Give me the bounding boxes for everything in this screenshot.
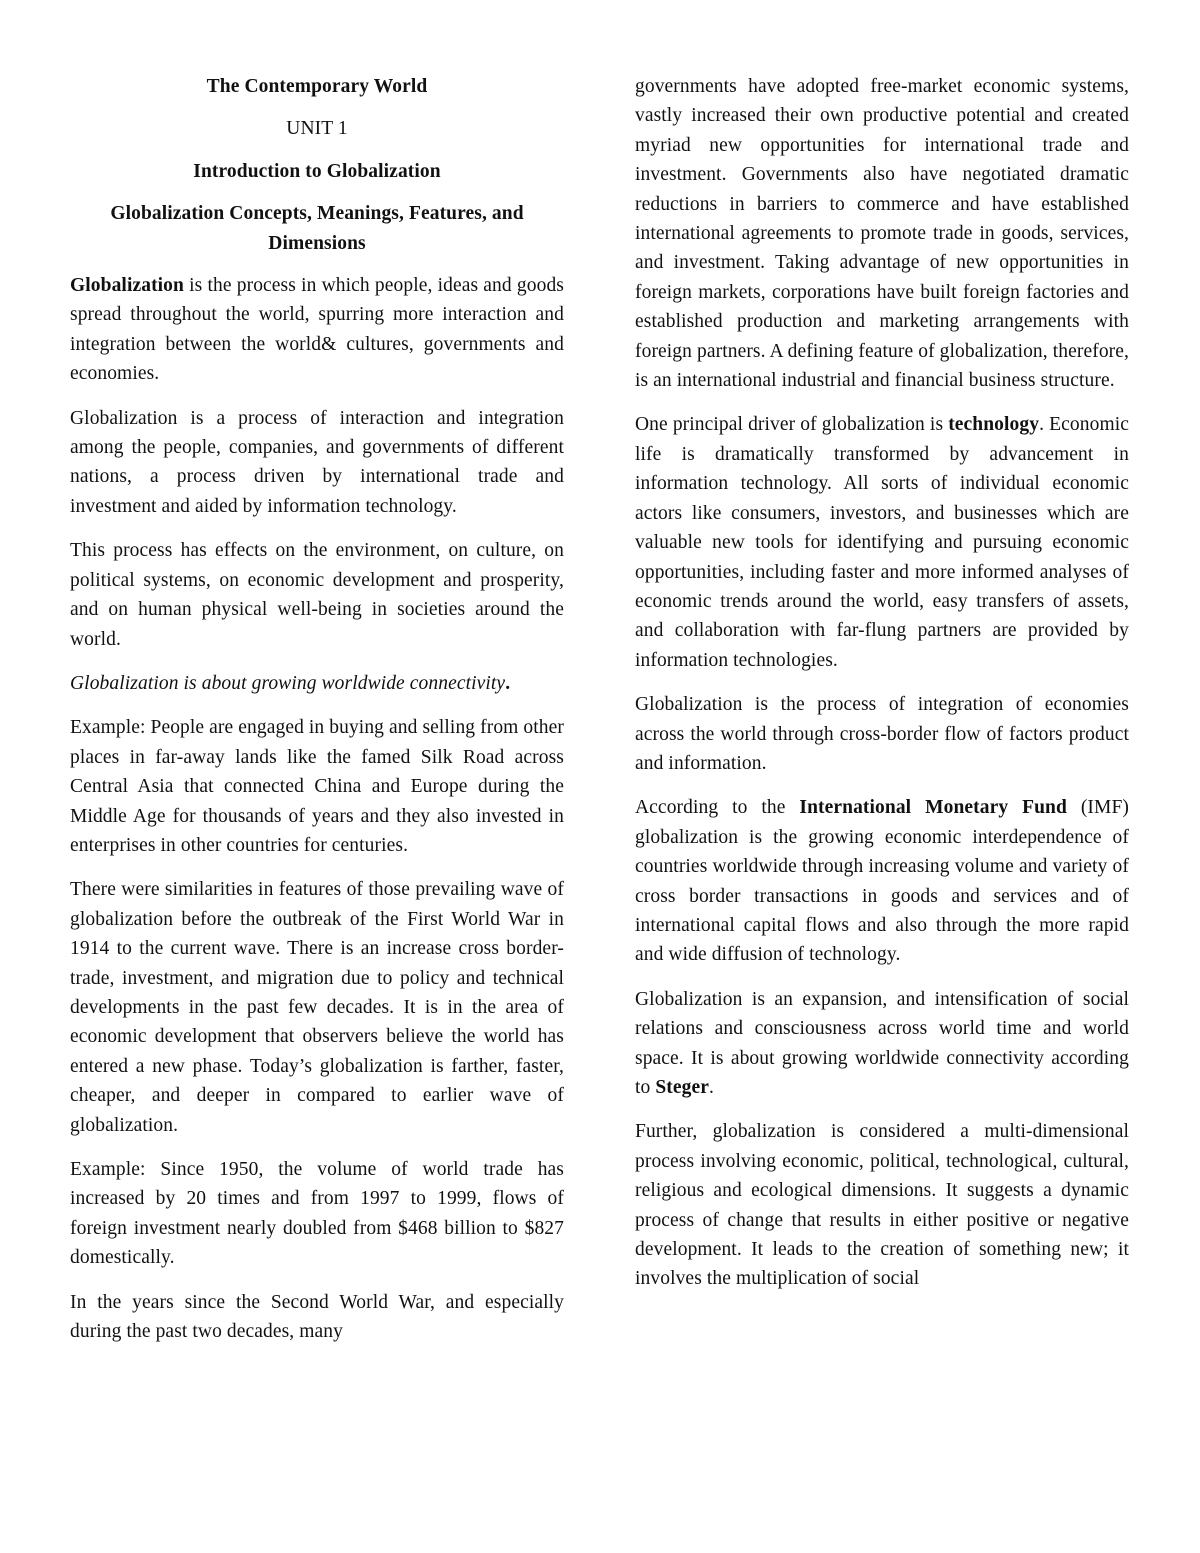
paragraph-interaction: Globalization is a process of interaction and integration among the people, companies, and governments of different nations, a process driven by international trade and investment and aided by information technology. [70,407,564,517]
paragraph-integration: Globalization is the process of integration of economies across the world through cross-border flow of factors product and information. [635,694,1129,774]
paragraph-similarities: There were similarities in features of those prevailing wave of globalization before the outbreak of the First World War in 1914 to the current wave. There is an increase cross border- trade, investment, and migration due to policy and technical developments in the past few decades. It is in the area of economic development that observers believe the world has entered a new phase. Today’s globalization is farther, faster, cheaper, and deeper in compared to earlier wave of globalization. [70,879,564,1136]
paragraph-post-war: In the years since the Second World War, and especially during the past two decades, many [70,1291,564,1343]
paragraph-imf [635,793,1129,969]
document-title: The Contemporary World [206,76,428,97]
section-subtitle: Globalization Concepts, Meanings, Features, and Dimensions [110,203,524,254]
technology-term: technology [948,414,1040,436]
paragraph-technology [635,410,1129,675]
right-column [635,72,1129,1309]
paragraph-text: One principal driver of globalization is [635,414,949,436]
topic-heading: Introduction to Globalization [193,160,441,182]
paragraph-connectivity [70,669,564,698]
paragraph-text: (IMF) globalization is the growing economic interdependence of countries worldwide through increasing volume and variety of cross border transactions in goods and services and of international capital flows and also through the more rapid and wide diffusion of technology. [635,797,1129,966]
paragraph-example-trade-volume: Example: Since 1950, the volume of world trade has increased by 20 times and from 1997 to 1999, flows of foreign investment nearly doubled from $468 billion to $827 domestically. [70,1159,564,1269]
globalization-term: Globalization [70,275,184,297]
paragraph-text: Globalization is an expansion, and intensification of social relations and consciousness across world time and world space. It is about growing worldwide connectivity according to [635,988,1129,1098]
paragraph-example-silk-road: Example: People are engaged in buying and selling from other places in far-away lands like the famed Silk Road across Central Asia that connected China and Europe during the Middle Age for thousands of years and they also invested in enterprises in other countries for centuries. [70,717,564,856]
connectivity-statement: Globalization is about growing worldwide connectivity [70,672,506,694]
paragraph-text: . Economic life is dramatically transformed by advancement in information technology. All sorts of individual economic actors like consumers, investors, and businesses which are valuable new tools for identifying and pursuing economic opportunities, including faster and more informed analyses of economic trends around the world, easy transfers of assets, and collaboration with far-flung partners are provided by information technologies. [635,414,1129,671]
paragraph-free-market: governments have adopted free-market economic systems, vastly increased their own productive potential and created myriad new opportunities for international trade and investment. Governments also have negotiated dramatic reductions in barriers to commerce and have established international agreements to promote trade in goods, services, and investment. Taking advantage of new opportunities in foreign markets, corporations have built foreign factories and established production and marketing arrangements with foreign partners. A defining feature of globalization, therefore, is an international industrial and financial business structure. [635,76,1129,392]
unit-label: UNIT 1 [286,118,348,140]
paragraph-multidimensional: Further, globalization is considered a multi-dimensional process involving economic, political, technological, cultural, religious and ecological dimensions. It suggests a dynamic process of change that results in either positive or negative development. It leads to the creation of something new; it involves the multiplication of social [635,1121,1129,1290]
paragraph-text: According to the [635,797,800,819]
paragraph-text: . [709,1077,714,1098]
period: . [505,672,511,694]
paragraph-steger [635,985,1129,1103]
steger-term: Steger [655,1077,709,1098]
paragraph-text: is the process in which people, ideas and goods spread throughout the world, spurring more interaction and integration between the world& cultures, governments and economies. [70,275,564,385]
paragraph-effects: This process has effects on the environment, on culture, on political systems, on economic development and prosperity, and on human physical well-being in societies around the world. [70,540,564,650]
paragraph-globalization-definition [70,271,564,389]
left-column [70,72,564,1361]
imf-term: International Monetary Fund [799,797,1067,819]
